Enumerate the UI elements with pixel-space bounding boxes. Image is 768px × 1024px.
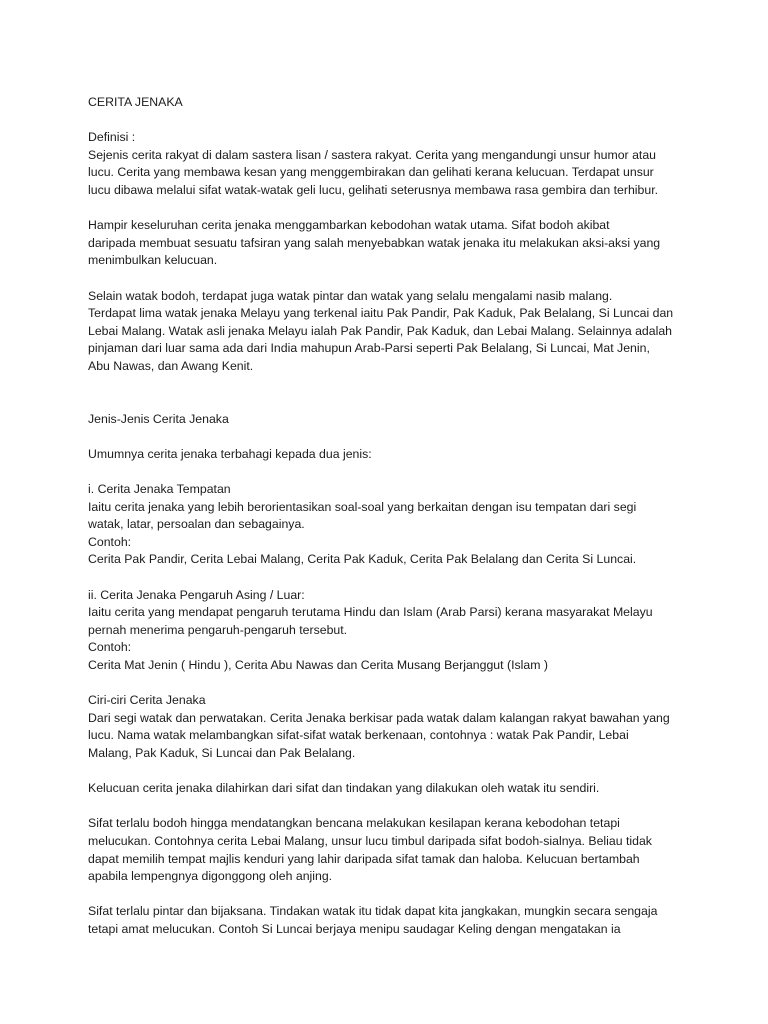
text-line: melucukan. Contohnya cerita Lebai Malang, unsur lucu timbul daripada sifat bodoh-sialnya. Beliau tidak <box>88 833 652 848</box>
tempatan-section <box>88 481 698 569</box>
contoh-label: Contoh: <box>88 534 132 549</box>
text-line: Sifat terlalu pintar dan bijaksana. Tindakan watak itu tidak dapat kita jangkakan, mungkin secara sengaja <box>88 904 658 919</box>
jenis-intro: Umumnya cerita jenaka terbahagi kepada dua jenis: <box>88 446 372 461</box>
kebodohan-paragraph <box>88 217 698 270</box>
ciri-section <box>88 692 698 762</box>
text-line: Abu Nawas, dan Awang Kenit. <box>88 358 254 373</box>
text-line: Selain watak bodoh, terdapat juga watak pintar dan watak yang selalu mengalami nasib malang. <box>88 288 613 303</box>
text-line: Dari segi watak dan perwatakan. Cerita Jenaka berkisar pada watak dalam kalangan rakyat bawahan yang <box>88 710 670 725</box>
text-line: watak, latar, persoalan dan sebagainya. <box>88 517 305 532</box>
contoh-text: Cerita Mat Jenin ( Hindu ), Cerita Abu Nawas dan Cerita Musang Berjanggut (Islam ) <box>88 658 548 672</box>
text-line: pinjaman dari luar sama ada dari India mahupun Arab-Parsi seperti Pak Belalang, Si Luncai, Mat Jenin, <box>88 341 650 356</box>
text-line: Iaitu cerita jenaka yang lebih berorientasikan soal-soal yang berkaitan dengan isu tempatan dari segi <box>88 499 637 514</box>
text-line: menimbulkan kelucuan. <box>88 253 218 268</box>
text-line: pernah menerima pengaruh-pengaruh tersebut. <box>88 622 348 637</box>
definisi-heading: Definisi : <box>88 130 136 145</box>
text-line: tetapi amat melucukan. Contoh Si Luncai berjaya menipu saudagar Keling dengan mengatakan ia <box>88 921 621 936</box>
text-line: Iaitu cerita yang mendapat pengaruh terutama Hindu dan Islam (Arab Parsi) kerana masyarakat Melayu <box>88 605 653 620</box>
terlalu-pintar-paragraph <box>88 903 698 938</box>
asing-section <box>88 587 698 675</box>
contoh-label: Contoh: <box>88 640 132 655</box>
text-line: lucu dibawa melalui sifat watak-watak geli lucu, gelihati seterusnya membawa rasa gembira dan terhibur. <box>88 182 659 197</box>
terlalu-bodoh-paragraph <box>88 815 698 885</box>
text-line: Lebai Malang. Watak asli jenaka Melayu ialah Pak Pandir, Pak Kaduk, dan Lebai Malang. Selainnya adalah <box>88 323 673 338</box>
kelucuan-paragraph: Kelucuan cerita jenaka dilahirkan dari sifat dan tindakan yang dilakukan oleh watak itu sendiri. <box>88 781 600 796</box>
tempatan-heading: i. Cerita Jenaka Tempatan <box>88 482 231 497</box>
text-line: Malang, Pak Kaduk, Si Luncai dan Pak Belalang. <box>88 745 356 760</box>
text-line: daripada membuat sesuatu tafsiran yang salah menyebabkan watak jenaka itu melakukan aksi-aksi yang <box>88 235 661 250</box>
text-line: lucu. Cerita yang membawa kesan yang menggembirakan dan gelihati kerana kelucuan. Terdapat unsur <box>88 165 654 180</box>
contoh-text: Cerita Pak Pandir, Cerita Lebai Malang, Cerita Pak Kaduk, Cerita Pak Belalang dan Cerita Si Luncai. <box>88 552 637 567</box>
document-title: CERITA JENAKA <box>88 95 183 109</box>
text-line: Hampir keseluruhan cerita jenaka menggambarkan kebodohan watak utama. Sifat bodoh akibat <box>88 218 610 233</box>
ciri-heading: Ciri-ciri Cerita Jenaka <box>88 693 206 708</box>
definisi-paragraph <box>88 147 698 200</box>
watak-paragraph <box>88 288 698 376</box>
text-line: dapat memilih tempat majlis kenduri yang lahir daripada sifat tamak dan haloba. Kelucuan bertambah <box>88 851 640 866</box>
text-line: Terdapat lima watak jenaka Melayu yang terkenal iaitu Pak Pandir, Pak Kaduk, Pak Belalang, Si Luncai dan <box>88 306 674 321</box>
text-line: apabila lempengnya digonggong oleh anjing. <box>88 869 333 884</box>
text-line: Sifat terlalu bodoh hingga mendatangkan bencana melakukan kesilapan kerana kebodohan tetapi <box>88 816 620 831</box>
text-line: lucu. Nama watak melambangkan sifat-sifat watak berkenaan, contohnya : watak Pak Pandir, Lebai <box>88 728 629 743</box>
text-line: Sejenis cerita rakyat di dalam sastera lisan / sastera rakyat. Cerita yang mengandungi unsur humor atau <box>88 147 656 162</box>
jenis-heading: Jenis-Jenis Cerita Jenaka <box>88 411 229 426</box>
asing-heading: ii. Cerita Jenaka Pengaruh Asing / Luar: <box>88 587 305 602</box>
